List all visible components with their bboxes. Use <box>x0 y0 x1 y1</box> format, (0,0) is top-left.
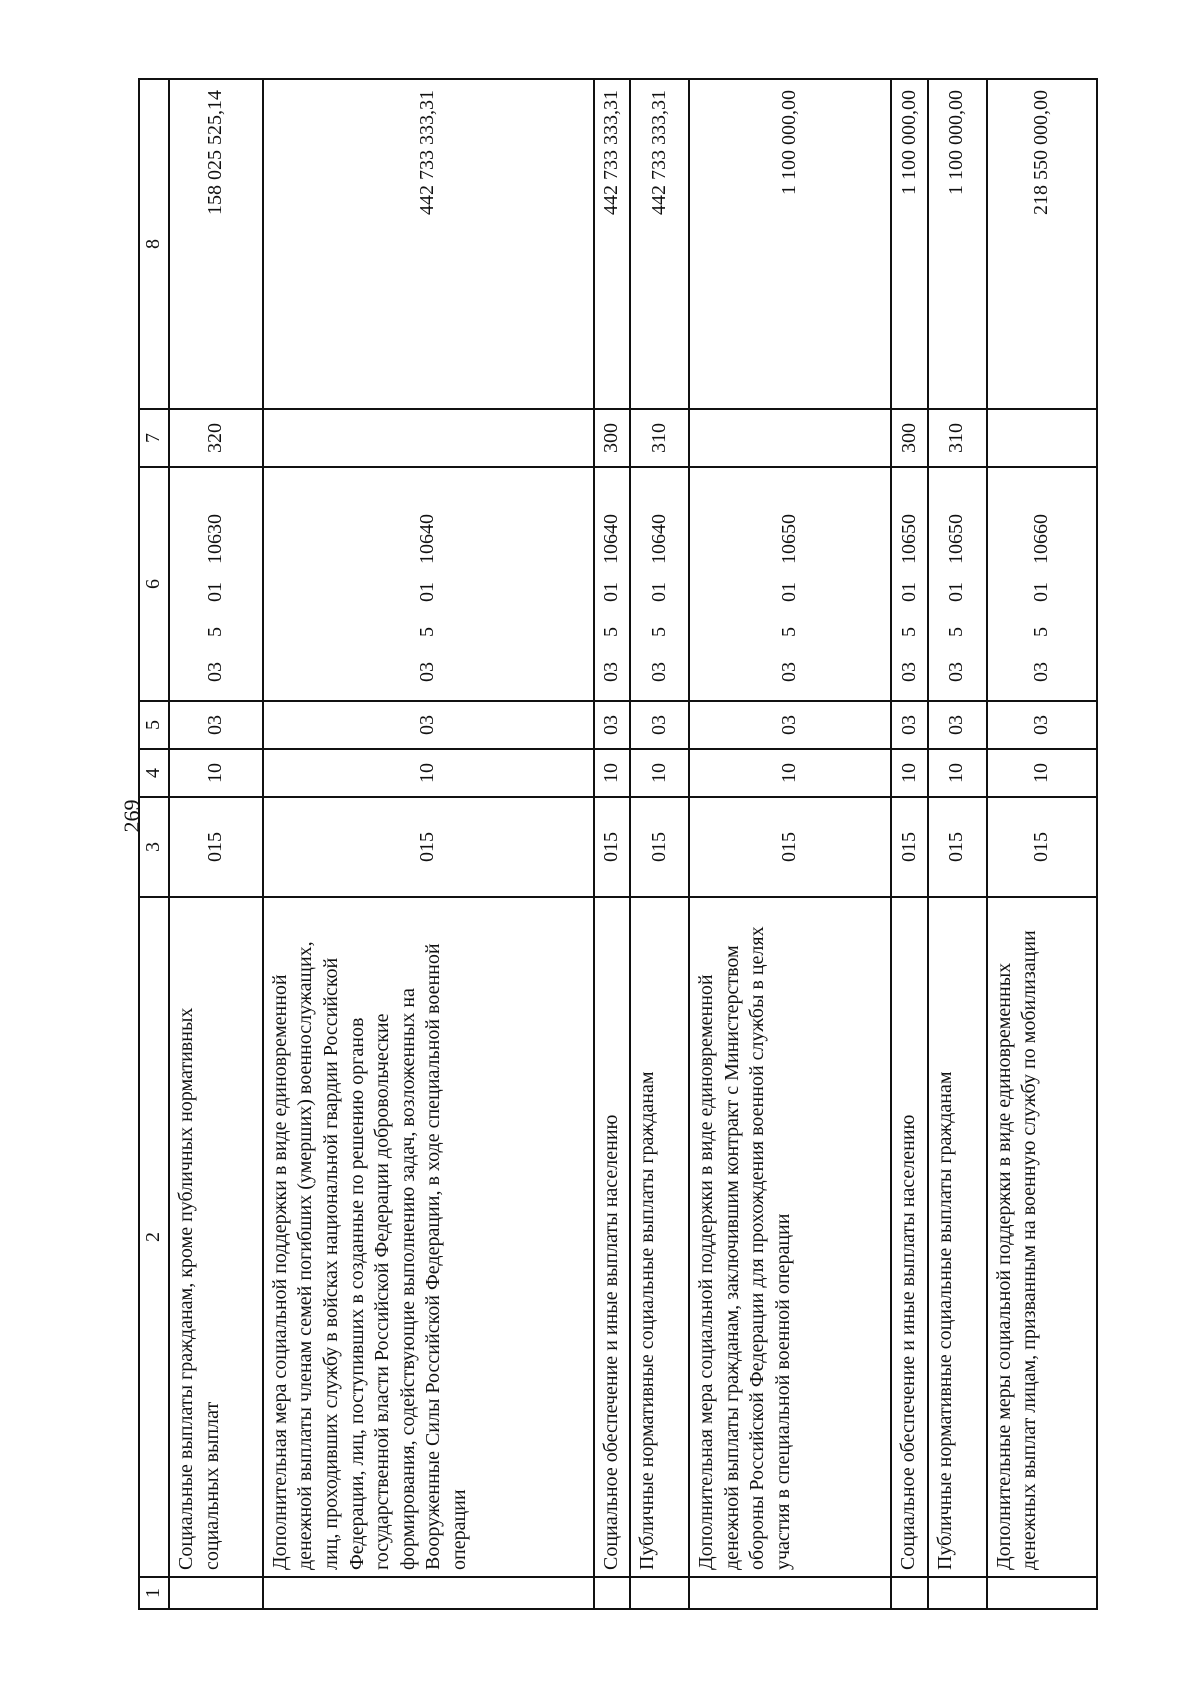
row-name: Социальное обеспечение и иные выплаты населению <box>594 897 630 1577</box>
row-section: 10 <box>987 749 1097 797</box>
table-row <box>263 79 594 1609</box>
table-row <box>630 79 689 1609</box>
row-admin-code: 015 <box>891 797 927 897</box>
row-section: 10 <box>689 749 891 797</box>
row-index <box>263 1577 594 1609</box>
row-amount: 1 100 000,00 <box>891 79 927 409</box>
row-target-article: 0350110640 <box>594 467 630 701</box>
row-expense-type <box>689 409 891 467</box>
row-admin-code: 015 <box>928 797 987 897</box>
row-amount: 442 733 333,31 <box>630 79 689 409</box>
header-col-4: 4 <box>139 749 169 797</box>
row-section: 10 <box>263 749 594 797</box>
row-name: Дополнительная мера социальной поддержки в виде единовременной денежной выплаты гражданам, заключившим контракт с Министерством обороны Российской Федерации для прохождения военной службы в целях участия в специальной военной операции <box>689 897 891 1577</box>
row-admin-code: 015 <box>263 797 594 897</box>
row-subsection: 03 <box>169 701 263 749</box>
row-subsection: 03 <box>689 701 891 749</box>
page-number: 269 <box>119 799 144 833</box>
row-expense-type: 310 <box>630 409 689 467</box>
row-subsection: 03 <box>987 701 1097 749</box>
header-col-8: 8 <box>139 79 169 409</box>
row-index <box>891 1577 927 1609</box>
row-subsection: 03 <box>594 701 630 749</box>
row-name: Публичные нормативные социальные выплаты гражданам <box>630 897 689 1577</box>
row-index <box>689 1577 891 1609</box>
row-target-article: 0350110650 <box>928 467 987 701</box>
row-subsection: 03 <box>928 701 987 749</box>
row-expense-type: 310 <box>928 409 987 467</box>
header-col-1: 1 <box>139 1577 169 1609</box>
row-name: Дополнительные меры социальной поддержки в виде единовременных денежных выплат лицам, призванным на военную службу по мобилизации <box>987 897 1097 1577</box>
row-section: 10 <box>928 749 987 797</box>
row-target-article: 0350110640 <box>630 467 689 701</box>
row-section: 10 <box>594 749 630 797</box>
row-target-article: 0350110640 <box>263 467 594 701</box>
row-expense-type: 320 <box>169 409 263 467</box>
row-amount: 158 025 525,14 <box>169 79 263 409</box>
table-row <box>169 79 263 1609</box>
row-admin-code: 015 <box>987 797 1097 897</box>
budget-table <box>138 78 1098 1610</box>
row-subsection: 03 <box>263 701 594 749</box>
table-row <box>891 79 927 1609</box>
header-col-2: 2 <box>139 897 169 1577</box>
row-name: Социальные выплаты гражданам, кроме публичных нормативных социальных выплат <box>169 897 263 1577</box>
row-expense-type <box>987 409 1097 467</box>
budget-table-container <box>138 80 1098 1610</box>
row-name: Публичные нормативные социальные выплаты гражданам <box>928 897 987 1577</box>
row-amount: 218 550 000,00 <box>987 79 1097 409</box>
row-expense-type: 300 <box>594 409 630 467</box>
row-amount: 1 100 000,00 <box>689 79 891 409</box>
row-expense-type: 300 <box>891 409 927 467</box>
row-section: 10 <box>169 749 263 797</box>
row-index <box>928 1577 987 1609</box>
row-index <box>169 1577 263 1609</box>
row-expense-type <box>263 409 594 467</box>
header-col-3: 3 <box>139 797 169 897</box>
row-subsection: 03 <box>891 701 927 749</box>
table-row <box>689 79 891 1609</box>
row-index <box>630 1577 689 1609</box>
row-admin-code: 015 <box>689 797 891 897</box>
row-section: 10 <box>891 749 927 797</box>
row-index <box>594 1577 630 1609</box>
row-subsection: 03 <box>630 701 689 749</box>
row-name: Дополнительная мера социальной поддержки в виде единовременной денежной выплаты членам семей погибших (умерших) военнослужащих, лиц, проходивших службу в войсках национальной гвардии Российской Федерации, лиц, поступивших в созданные по решению органов государственной власти Российской Федерации добровольческие формирования, содействующие выполнению задач, возложенных на Вооруженные Силы Российской Федерации, в ходе специальной военной операции <box>263 897 594 1577</box>
row-index <box>987 1577 1097 1609</box>
row-amount: 442 733 333,31 <box>263 79 594 409</box>
header-col-5: 5 <box>139 701 169 749</box>
table-row <box>987 79 1097 1609</box>
header-col-7: 7 <box>139 409 169 467</box>
header-col-6: 6 <box>139 467 169 701</box>
row-admin-code: 015 <box>630 797 689 897</box>
row-admin-code: 015 <box>169 797 263 897</box>
table-row <box>928 79 987 1609</box>
row-target-article: 0350110630 <box>169 467 263 701</box>
row-section: 10 <box>630 749 689 797</box>
row-target-article: 0350110650 <box>891 467 927 701</box>
table-row <box>594 79 630 1609</box>
row-name: Социальное обеспечение и иные выплаты населению <box>891 897 927 1577</box>
row-amount: 442 733 333,31 <box>594 79 630 409</box>
row-target-article: 0350110660 <box>987 467 1097 701</box>
row-target-article: 0350110650 <box>689 467 891 701</box>
header-row <box>139 79 169 1609</box>
row-amount: 1 100 000,00 <box>928 79 987 409</box>
row-admin-code: 015 <box>594 797 630 897</box>
